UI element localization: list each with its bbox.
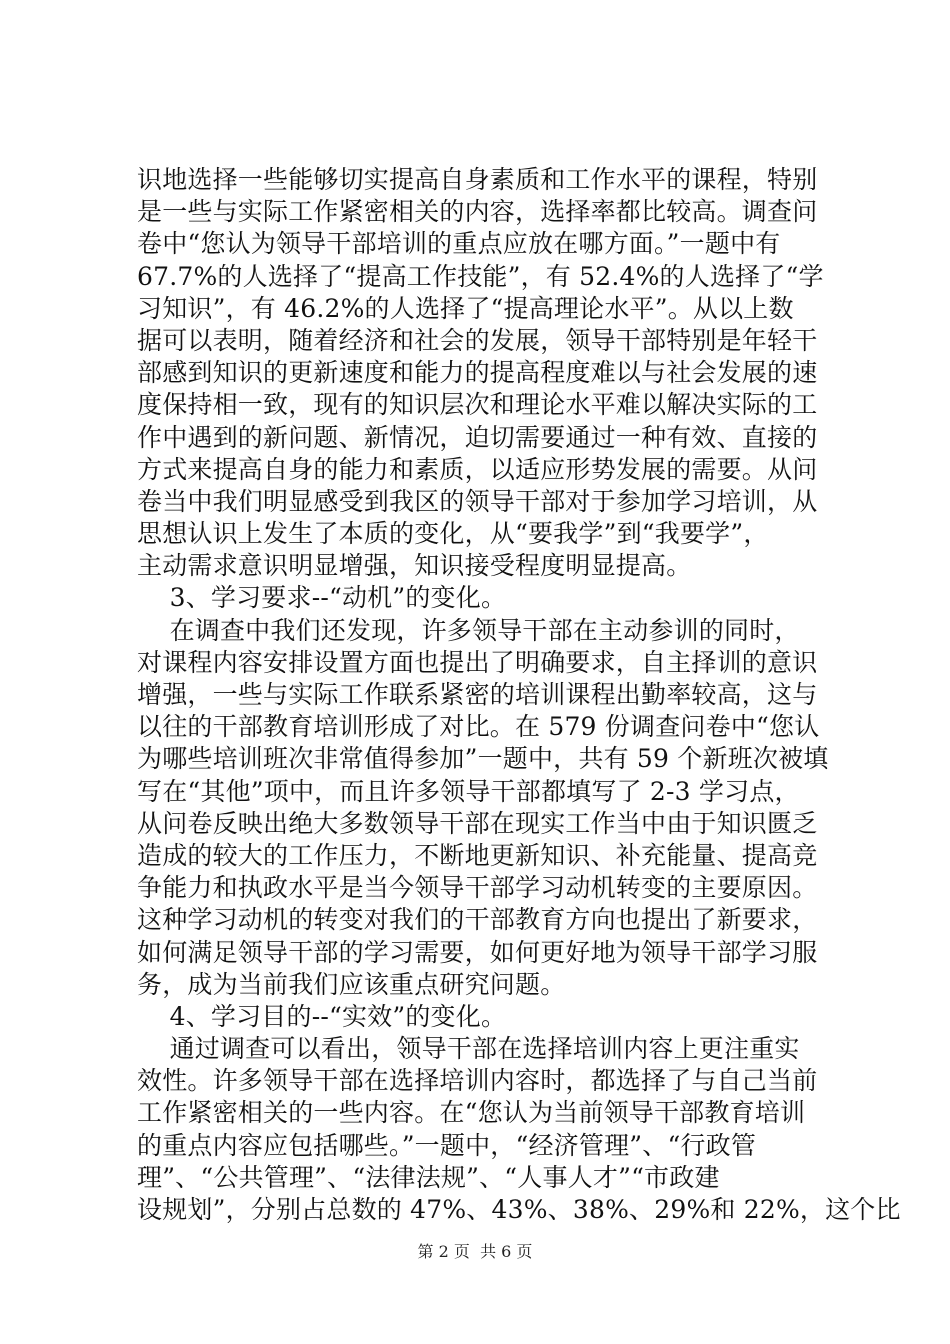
text-line: 部感到知识的更新速度和能力的提高程度难以与社会发展的速 xyxy=(137,358,818,388)
text-line: 卷中“您认为领导干部培训的重点应放在哪方面。”一题中有 xyxy=(137,229,781,259)
page-footer xyxy=(0,1239,950,1262)
text-line: 设规划”，分别占总数的 47%、43%、38%、29%和 22%，这个比 xyxy=(137,1195,901,1224)
text-line: 据可以表明，随着经济和社会的发展，领导干部特别是年轻干 xyxy=(137,325,818,355)
text-line: 为哪些培训班次非常值得参加”一题中，共有 59 个新班次被填 xyxy=(137,744,829,774)
text-line: 识地选择一些能够切实提高自身素质和工作水平的课程，特别 xyxy=(137,165,818,194)
page-number-label: 第 2 页 共 6 页 xyxy=(417,1242,533,1261)
text-line: 务，成为当前我们应该重点研究问题。 xyxy=(137,969,566,999)
text-line: 增强，一些与实际工作联系紧密的培训课程出勤率较高，这与 xyxy=(137,680,818,709)
text-line: 理”、“公共管理”、“法律法规”、“人事人才”“市政建 xyxy=(137,1162,720,1192)
text-line: 67.7%的人选择了“提高工作技能”，有 52.4%的人选择了“学 xyxy=(137,261,824,291)
text-line: 是一些与实际工作紧密相关的内容，选择率都比较高。调查问 xyxy=(137,197,818,227)
text-line: 的重点内容应包括哪些。”一题中，“经济管理”、“行政管 xyxy=(137,1130,757,1160)
text-line: 度保持相一致，现有的知识层次和理论水平难以解决实际的工 xyxy=(137,390,818,420)
text-line: 工作紧密相关的一些内容。在“您认为当前领导干部教育培训 xyxy=(137,1098,806,1128)
text-line: 通过调查可以看出，领导干部在选择培训内容上更注重实 xyxy=(137,1034,800,1064)
text-line: 从问卷反映出绝大多数领导干部在现实工作当中由于知识匮乏 xyxy=(137,808,818,838)
text-line: 这种学习动机的转变对我们的干部教育方向也提出了新要求， xyxy=(137,905,818,935)
body-text xyxy=(137,164,901,1226)
text-line: 以往的干部教育培训形成了对比。在 579 份调查问卷中“您认 xyxy=(137,712,820,742)
text-line: 对课程内容安排设置方面也提出了明确要求，自主择训的意识 xyxy=(137,647,818,677)
text-line: 作中遇到的新问题、新情况，迫切需要通过一种有效、直接的 xyxy=(137,422,818,452)
text-line: 造成的较大的工作压力，不断地更新知识、补充能量、提高竞 xyxy=(137,840,818,870)
text-line: 效性。许多领导干部在选择培训内容时，都选择了与自己当前 xyxy=(137,1066,818,1096)
text-line: 在调查中我们还发现，许多领导干部在主动参训的同时， xyxy=(137,615,800,645)
text-line: 思想认识上发生了本质的变化，从“要我学”到“我要学”， xyxy=(137,519,769,549)
section-heading: 3、学习要求--“动机”的变化。 xyxy=(137,583,507,613)
text-line: 卷当中我们明显感受到我区的领导干部对于参加学习培训，从 xyxy=(137,486,818,516)
text-line: 写在“其他”项中，而且许多领导干部都填写了 2-3 学习点， xyxy=(137,776,800,806)
text-line: 习知识”，有 46.2%的人选择了“提高理论水平”。从以上数 xyxy=(137,293,794,323)
text-line: 方式来提高自身的能力和素质，以适应形势发展的需要。从问 xyxy=(137,454,818,484)
text-line: 如何满足领导干部的学习需要，如何更好地为领导干部学习服 xyxy=(137,937,818,967)
section-heading: 4、学习目的--“实效”的变化。 xyxy=(137,1001,507,1031)
text-line: 主动需求意识明显增强，知识接受程度明显提高。 xyxy=(137,551,692,581)
text-line: 争能力和执政水平是当今领导干部学习动机转变的主要原因。 xyxy=(137,873,818,903)
